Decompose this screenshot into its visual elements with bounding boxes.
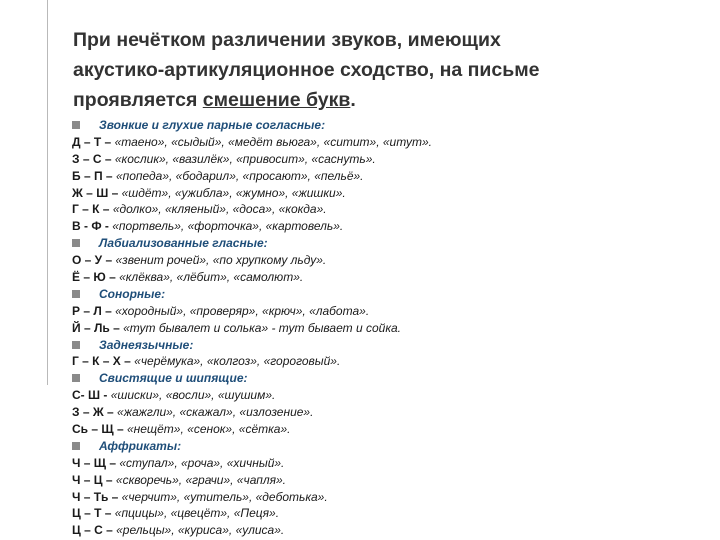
- section-heading-text: Аффрикаты:: [99, 438, 182, 453]
- title-line-3-prefix: проявляется: [73, 89, 203, 111]
- letter-pair: Й – Ль –: [72, 320, 124, 335]
- example-line: [72, 353, 712, 370]
- letter-pair: Ц – Т –: [72, 506, 115, 521]
- error-examples: «долко», «кляеный», «доса», «кокда».: [112, 202, 327, 217]
- slide-left-rule: [47, 0, 48, 385]
- title-underlined-term: смешение букв: [202, 89, 351, 111]
- section-heading-text: Свистящие и шипящие:: [99, 371, 248, 386]
- letter-pair: Р – Л –: [72, 303, 116, 318]
- error-examples: «черчит», «утитель», «деботька».: [121, 489, 328, 504]
- example-line: [72, 421, 712, 438]
- square-bullet-icon: [72, 121, 80, 129]
- error-examples: «скворечь», «грачи», «чапля».: [115, 472, 287, 487]
- example-line: [72, 269, 712, 286]
- square-bullet-icon: [72, 374, 80, 382]
- error-examples: «ступал», «роча», «хичный».: [119, 455, 285, 470]
- letter-pair: Д – Т –: [72, 134, 115, 149]
- section-heading: [72, 370, 712, 387]
- example-line: [72, 472, 712, 489]
- letter-pair: Г – К –: [72, 202, 113, 217]
- section-heading-text: Звонкие и глухие парные согласные:: [99, 118, 326, 132]
- example-line: [72, 252, 712, 269]
- example-line: [72, 303, 712, 320]
- square-bullet-icon: [72, 239, 80, 247]
- example-line: [72, 151, 712, 168]
- letter-pair: Ч – Ц –: [72, 472, 116, 487]
- section-heading: [72, 286, 712, 303]
- letter-pair: З – Ж –: [72, 405, 118, 420]
- title-line-1: При нечётком различении звуков, имеющих: [73, 29, 501, 51]
- example-line: [72, 320, 712, 337]
- section-heading-text: Сонорные:: [99, 286, 166, 301]
- square-bullet-icon: [72, 442, 80, 450]
- example-line: [72, 387, 712, 404]
- slide-body: [72, 117, 712, 539]
- error-examples: «пцицы», «цвецёт», «Пеця».: [114, 506, 280, 521]
- example-line: [72, 455, 712, 472]
- letter-pair: З – С –: [72, 151, 115, 166]
- example-line: [72, 404, 712, 421]
- section-heading: [72, 235, 712, 252]
- error-examples: «рельцы», «куриса», «улиса».: [116, 523, 285, 538]
- letter-pair: О – У –: [72, 253, 116, 268]
- example-line: [72, 168, 712, 185]
- error-examples: «шдёт», «ужибла», «жумно», «жишки».: [121, 185, 346, 200]
- letter-pair: Ж – Ш –: [72, 185, 122, 200]
- example-line: [72, 185, 712, 202]
- letter-pair: Ч – Щ –: [72, 455, 120, 470]
- letter-pair: Б – П –: [72, 168, 116, 183]
- letter-pair: Ц – С –: [72, 523, 117, 538]
- error-examples: «черёмука», «колгоз», «гороговый».: [134, 354, 341, 369]
- error-examples: «звенит рочей», «по хрупкому льду».: [115, 253, 327, 268]
- error-examples: «хородный», «проверяр», «крюч», «лабота».: [115, 303, 370, 318]
- example-line: [72, 489, 712, 506]
- error-examples: «нещёт», «сенок», «сётка».: [126, 422, 291, 437]
- error-examples: «тут бывалет и солька» - тут бывает и сойка.: [123, 320, 401, 335]
- section-heading: [72, 337, 712, 354]
- letter-pair: Сь – Щ –: [72, 422, 127, 437]
- title-line-3-suffix: .: [350, 89, 356, 111]
- section-heading: [72, 117, 712, 134]
- letter-pair: Ё – Ю –: [72, 270, 120, 285]
- error-examples: «клёква», «лёбит», «самолют».: [119, 270, 304, 285]
- error-examples: «таено», «сыдый», «медёт вьюга», «ситит», «итут».: [114, 134, 432, 149]
- example-line: [72, 201, 712, 218]
- example-line: [72, 134, 712, 151]
- square-bullet-icon: [72, 290, 80, 298]
- square-bullet-icon: [72, 341, 80, 349]
- example-line: [72, 522, 712, 539]
- section-heading-text: Заднеязычные:: [99, 337, 194, 352]
- example-line: [72, 218, 712, 235]
- section-heading: [72, 438, 712, 455]
- letter-pair: Ч – Ть –: [72, 489, 122, 504]
- letter-pair: В - Ф -: [72, 219, 113, 234]
- error-examples: «кослик», «вазилёк», «привосит», «саснуть».: [114, 151, 376, 166]
- title-line-2: акустико-артикуляционное сходство, на письме: [73, 59, 540, 81]
- error-examples: «попеда», «бодарил», «просают», «пельё».: [115, 168, 364, 183]
- slide-title: [73, 25, 703, 115]
- example-line: [72, 505, 712, 522]
- error-examples: «шиски», «восли», «шушим».: [110, 388, 276, 403]
- letter-pair: Г – К – Х –: [72, 354, 135, 369]
- section-heading-text: Лабиализованные гласные:: [99, 236, 268, 251]
- error-examples: «портвель», «форточка», «картовель».: [112, 219, 344, 234]
- letter-pair: С- Ш -: [72, 388, 111, 403]
- error-examples: «жажгли», «скажал», «излозение».: [117, 405, 314, 420]
